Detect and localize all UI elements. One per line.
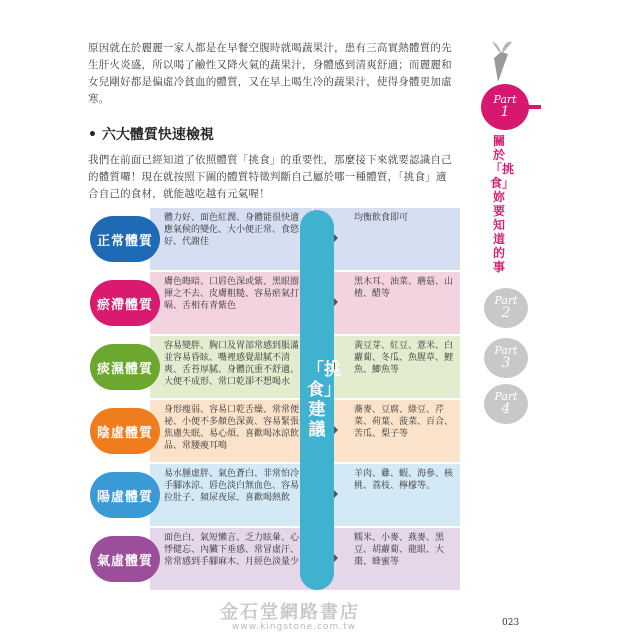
constitution-name-pill: 正常體質: [90, 216, 160, 262]
food-recommendation: 蕎麥、豆腐、綠豆、芹菜、荷葉、菠菜、百合、苦瓜、梨子等: [354, 405, 454, 439]
picky-eating-suggestion-bar: [300, 210, 341, 590]
part-2-tab[interactable]: [484, 288, 528, 328]
carrot-icon: [486, 40, 516, 84]
page-number: 023: [502, 618, 520, 628]
part-word: Part: [494, 294, 518, 307]
center-label: 「挑食」建議: [307, 360, 341, 440]
section-heading: • 六大體質快速檢視: [88, 127, 214, 143]
part-number: 4: [501, 401, 511, 417]
watermark-url: www.kingstone.com.tw: [232, 622, 357, 632]
part-number: 3: [501, 355, 511, 371]
constitution-row: [90, 272, 460, 334]
part-word: Part: [494, 390, 518, 403]
watermark: 金石堂網路書店: [220, 602, 360, 623]
constitution-description: 膚色晦暗、口唇色深或紫、黑眼圈揮之不去、皮膚粗糙、容易瘀氣打嗝、舌相有青紫色: [164, 277, 300, 311]
constitution-row: [90, 400, 460, 462]
constitution-name-pill: 痰濕體質: [90, 344, 160, 390]
part-word: Part: [493, 93, 517, 106]
food-recommendation: 黃豆芽、紅豆、薏米、白蘿蔔、冬瓜、魚腥草、鯉魚、鯽魚等: [354, 341, 454, 375]
constitution-row: [90, 208, 460, 270]
constitution-name-pill: 瘀滯體質: [90, 280, 160, 326]
food-recommendation: 糯米、小麥、燕麥、黑豆、胡蘿蔔、龍眼、大棗、蜂蜜等: [354, 533, 445, 567]
constitution-name-pill: 氣虛體質: [90, 536, 160, 582]
constitution-description: 容易變胖、胸口及胃部常感到脹滿並容易昏眩、嘴裡感覺甜膩不清爽、舌苔厚膩、身體沉重不舒適、大便不成形、常口乾卻不想喝水: [164, 341, 300, 387]
constitution-description: 體力好、面色紅潤、身體能很快適應氣候的變化、大小便正常、食慾好、代謝佳: [164, 213, 300, 247]
constitution-row: [90, 528, 460, 590]
food-recommendation: 黑木耳、油菜、蘑菇、山楂、醋等: [354, 277, 454, 299]
constitution-name-pill: 陰虛體質: [90, 408, 160, 454]
constitution-description: 身形瘦弱、容易口乾舌燥、常常便祕、小便不多顏色深黃、容易緊張焦慮失眠、易心煩、喜歡喝冰涼飲品、常腰痠耳鳴: [164, 405, 300, 451]
food-recommendation: 羊肉、雞、蝦、海參、核桃、荔枝、檸檬等。: [354, 469, 454, 491]
intro-paragraph-2: 我們在前面已經知道了依照體質「挑食」的重要性，那麼接下來就要認識自己的體質囉！現在就按照下圖的體質特徵判斷自己屬於哪一種體質，「挑食」適合自己的食材，就能越吃越有元氣喔！: [88, 154, 452, 200]
constitution-description: 易水腫虛胖、氣色蒼白、非常怕冷手腳冰涼、唇色淡白無血色、容易拉肚子、頻尿夜尿、喜歡喝熱飲: [164, 469, 300, 503]
part-number: 1: [500, 104, 510, 120]
constitution-description: 面色白、氣短懶言、乏力眩暈、心悸健忘、內臟下垂感、常冒虛汗、常常感到手腳麻木、月經色淡量少: [164, 533, 300, 567]
part-number: 2: [501, 305, 511, 321]
food-recommendation: 均衡飲食即可: [354, 213, 409, 223]
part-1-tab[interactable]: [481, 84, 529, 130]
constitution-row: [90, 464, 460, 526]
part-word: Part: [494, 344, 518, 357]
constitution-row: [90, 336, 460, 398]
part-3-tab[interactable]: [484, 338, 528, 378]
part-1-title: 關於「挑食」妳要知道的事: [490, 134, 515, 274]
intro-paragraph: 原因就在於麗麗一家人都是在早餐空腹時就喝蔬果汁，患有三高實熱體質的先生肝火炎盛，所以喝了鹼性又降火氣的蔬果汁，身體感到清爽舒適；而麗麗和女兒剛好都是偏虛冷貧血的體質，又在早上喝生冷的蔬果汁，使得身體更加虛寒。: [88, 42, 452, 105]
constitution-name-pill: 陽虛體質: [90, 472, 160, 518]
part-4-tab[interactable]: [484, 384, 528, 424]
